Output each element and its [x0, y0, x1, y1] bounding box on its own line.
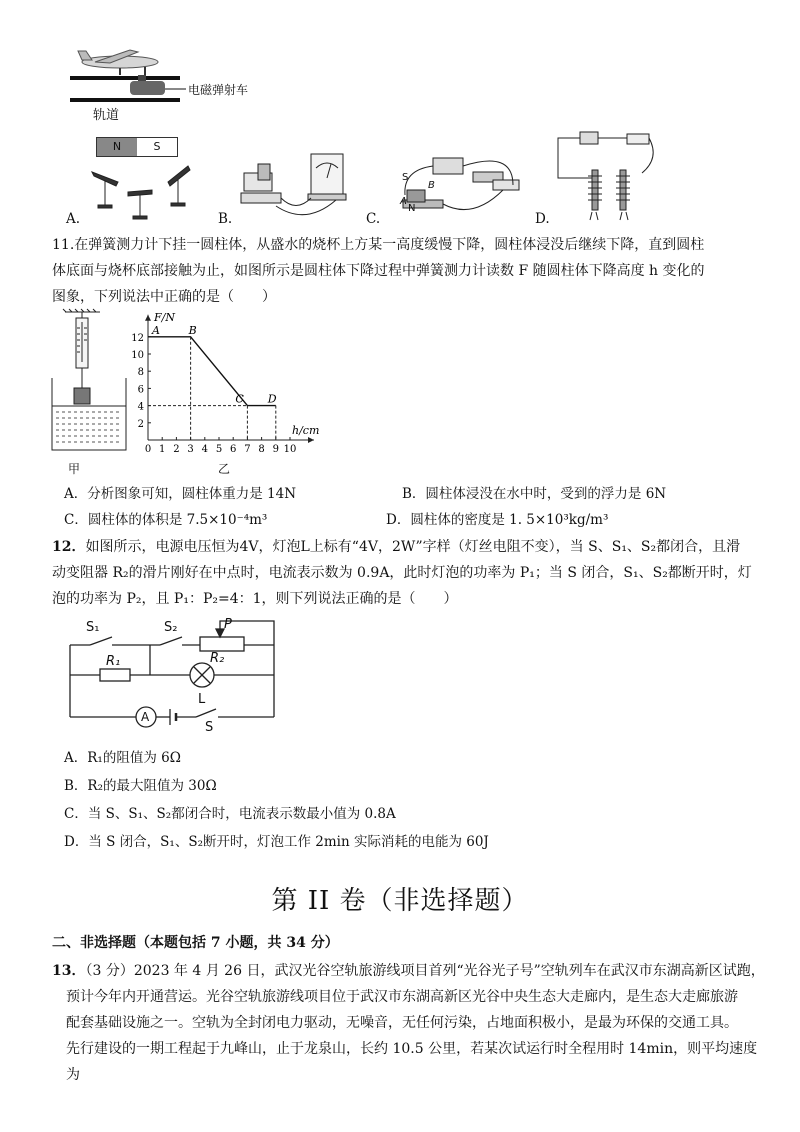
bar-magnet	[96, 137, 178, 157]
y-axis-arrow	[145, 315, 151, 321]
q13-line-3: 配套基础设施之一。空轨为全封闭电力驱动，无噪音，无任何污染，占地面积极小，是最为环保的交通工具。	[66, 1015, 738, 1031]
point-label-b: B	[188, 323, 197, 337]
q12-line-1	[52, 534, 740, 560]
q13-line-5: 为	[66, 1067, 80, 1083]
q11-line-1: 11.在弹簧测力计下挂一圆柱体，从盛水的烧杯上方某一高度缓慢下降，圆柱体浸没后继续下降，直到圆柱	[52, 237, 705, 253]
q11-option-b: B．圆柱体浸没在水中时，受到的浮力是 6N	[402, 486, 667, 502]
figure-label-yi: 乙	[218, 462, 231, 476]
q12-number: 12．	[52, 539, 86, 555]
x-tick-label: 10	[283, 444, 297, 455]
option-label-d: D.	[535, 211, 550, 227]
q12-option-a: A．R₁的阻值为 6Ω	[64, 750, 181, 766]
x-tick-label: 0	[144, 444, 152, 455]
circuit-label-r1: R₁	[106, 654, 121, 669]
point-label-d: D	[267, 392, 277, 406]
circuit-label-s: S	[205, 720, 214, 735]
switch-s	[196, 709, 216, 717]
y-axis-label: F/N	[154, 310, 175, 324]
circuit-label-p: P	[224, 617, 232, 632]
q13-line-4: 先行建设的一期工程起于九峰山，止于龙泉山，长约 10.5 公里，若某次试运行时全程用时 14min，则平均速度	[66, 1041, 758, 1057]
q13-number: 13．	[52, 963, 86, 979]
q13-line-2: 预计今年内开通营运。光谷空轨旅游线项目位于武汉市东湖高新区光谷中央生态大走廊内，是生态大走廊旅游	[66, 989, 738, 1005]
figure-b-generator	[236, 148, 356, 228]
x-tick-label: 2	[173, 444, 180, 455]
fig-c-label-a: A	[400, 196, 407, 207]
x-tick-label: 1	[159, 444, 166, 455]
figure-d-electromagnet	[552, 128, 662, 224]
section-2-title: 第 II 卷（非选择题）	[271, 886, 529, 916]
x-tick-label: 6	[230, 444, 237, 455]
point-label-c: C	[235, 392, 244, 406]
y-tick-label: 2	[137, 418, 144, 430]
option-label-a: A.	[66, 211, 81, 227]
fig-c-label-s: S	[402, 172, 409, 183]
q12-line-3: 泡的功率为 P₂，且 P₁：P₂=4：1，则下列说法正确的是（ ）	[52, 591, 458, 607]
y-tick-label: 4	[137, 401, 144, 413]
switch-s2	[160, 637, 182, 645]
x-tick-label: 8	[258, 444, 265, 455]
circuit-label-s1: S₁	[86, 620, 100, 635]
x-tick-label: 5	[215, 444, 223, 455]
label-track: 轨道	[93, 108, 120, 123]
y-tick-label: 12	[131, 332, 144, 344]
option-label-b: B.	[218, 211, 233, 227]
point-label-a: A	[152, 323, 160, 337]
magnet-s-pole: S	[137, 138, 177, 156]
switch-s1	[90, 637, 112, 645]
q11-option-a: A．分析图象可知，圆柱体重力是 14N	[64, 486, 297, 502]
fig-c-label-n: N	[408, 203, 416, 214]
figure-label-jia: 甲	[68, 462, 81, 476]
q12-option-d: D．当 S 闭合，S₁、S₂断开时，灯泡工作 2min 实际消耗的电能为 60J	[64, 834, 489, 850]
q11-option-d: D．圆柱体的密度是 1. 5×10³kg/m³	[386, 512, 609, 528]
q13-line-1-text: （3 分）2023 年 4 月 26 日，武汉光谷空轨旅游线项目首列“光谷光子号”空轨列车在武汉市东湖高新区试跑，	[85, 963, 765, 979]
circuit-label-s2: S₂	[164, 620, 178, 635]
magnet-n-pole: N	[97, 138, 137, 156]
x-tick-label: 9	[272, 444, 279, 455]
x-tick-label: 4	[201, 444, 208, 455]
figure-spring-scale-beaker	[50, 308, 130, 458]
f-h-graph	[128, 310, 338, 460]
y-tick-label: 6	[137, 384, 144, 396]
resistor-r2	[200, 637, 244, 651]
q12-option-c: C．当 S、S₁、S₂都闭合时，电流表示数最小值为 0.8A	[64, 806, 396, 822]
x-tick-label: 7	[244, 444, 251, 455]
x-axis-label: h/cm	[292, 424, 320, 437]
y-tick-label: 8	[137, 367, 144, 379]
label-launcher: 电磁弹射车	[188, 83, 249, 97]
x-axis-arrow	[308, 437, 314, 443]
option-label-c: C.	[366, 211, 381, 227]
section-2-subtitle: 二、非选择题（本题包括 7 小题，共 34 分）	[52, 935, 339, 951]
q13-line-1	[52, 958, 765, 984]
airplane-icon	[78, 50, 158, 75]
q12-line-1-text: 如图所示，电源电压恒为4V，灯泡L上标有“4V，2W”字样（灯丝电阻不变），当 S、S₁、S₂都闭合，且滑	[85, 539, 741, 555]
circuit-label-a: A	[141, 710, 150, 724]
x-tick-label: 3	[187, 444, 194, 455]
fig-c-label-b: B	[428, 180, 435, 191]
circuit-label-r2: R₂	[210, 651, 225, 666]
circuit-label-l: L	[198, 692, 206, 707]
q11-line-3: 图象，下列说法中正确的是（ ）	[52, 289, 276, 305]
f-h-series-line	[148, 337, 276, 406]
y-tick-label: 10	[131, 350, 144, 361]
q11-option-c: C．圆柱体的体积是 7.5×10⁻⁴m³	[64, 512, 268, 528]
figure-a-compasses	[90, 160, 200, 222]
resistor-r1	[100, 669, 130, 681]
q12-option-b: B．R₂的最大阻值为 30Ω	[64, 778, 217, 794]
q11-line-2: 体底面与烧杯底部接触为止，如图所示是圆柱体下降过程中弹簧测力计读数 F 随圆柱体下降高度 h 变化的	[52, 263, 705, 279]
q12-line-2: 动变阻器 R₂的滑片刚好在中点时，电流表示数为 0.9A，此时灯泡的功率为 P₁；当 S 闭合，S₁、S₂都断开时，灯	[52, 565, 752, 581]
